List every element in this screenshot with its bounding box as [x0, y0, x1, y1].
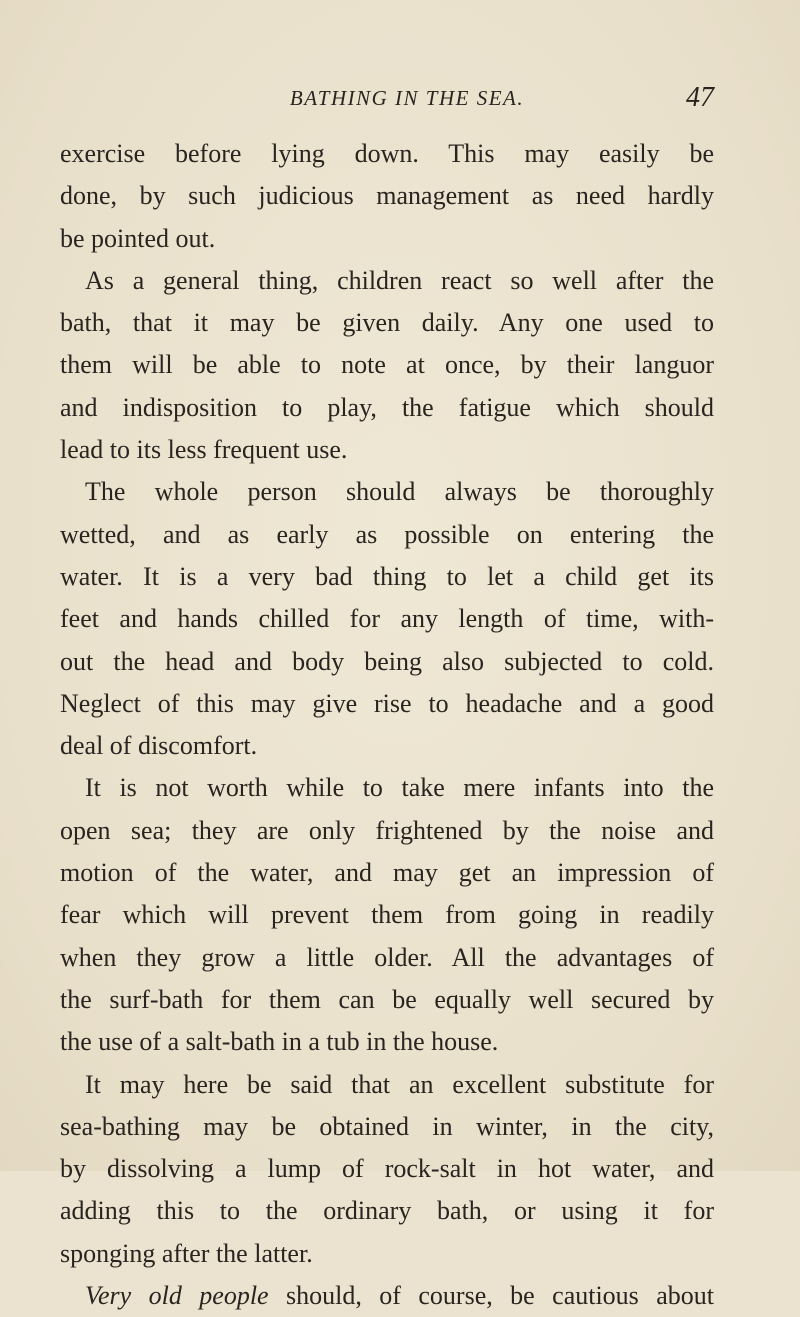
text-line: open sea; they are only frightened by the noise and [60, 815, 714, 845]
page-header [60, 82, 714, 122]
text-line: The whole person should always be thoroughly [85, 477, 714, 507]
text-line: by dissolving a lump of rock-salt in hot water, and [60, 1154, 714, 1184]
text-line-final [60, 1275, 714, 1317]
text-line: wetted, and as early as possible on entering the [60, 519, 714, 549]
text-line: bath, that it may be given daily. Any one used to [60, 308, 714, 338]
text-line: water. It is a very bad thing to let a child get its [60, 561, 714, 591]
text-line: motion of the water, and may get an impression of [60, 858, 714, 888]
text-line: done, by such judicious management as need hardly [60, 181, 714, 211]
text-line: It may here be said that an excellent substitute for [85, 1069, 714, 1099]
final-line-rest: should, of course, be cautious about [268, 1281, 714, 1311]
page-number: 47 [686, 82, 714, 113]
text-line: the surf-bath for them can be equally well secured by [60, 984, 714, 1014]
text-line: the use of a salt-bath in a tub in the house. [60, 1027, 499, 1057]
text-line: fear which will prevent them from going in readily [60, 900, 714, 930]
text-line: adding this to the ordinary bath, or using it for [60, 1196, 714, 1226]
body-text [60, 133, 714, 1317]
text-line: lead to its less frequent use. [60, 435, 348, 465]
text-line: when they grow a little older. All the advantages of [60, 942, 714, 972]
text-line: exercise before lying down. This may easily be [60, 139, 714, 168]
text-line: sponging after the latter. [60, 1238, 313, 1268]
running-head: BATHING IN THE SEA. [289, 86, 525, 110]
italic-phrase: Very old people [85, 1281, 269, 1311]
text-line: sea-bathing may be obtained in winter, in the city, [60, 1111, 714, 1141]
text-line: deal of discomfort. [60, 731, 258, 761]
text-line: out the head and body being also subjected to cold. [60, 646, 714, 676]
text-line: them will be able to note at once, by their languor [60, 350, 714, 380]
text-line: and indisposition to play, the fatigue which should [60, 392, 714, 422]
text-line: Neglect of this may give rise to headache and a good [60, 688, 714, 718]
text-line: It is not worth while to take mere infants into the [85, 773, 714, 803]
text-line: As a general thing, children react so well after the [85, 265, 714, 295]
text-line: feet and hands chilled for any length of time, with- [60, 604, 714, 634]
text-line: be pointed out. [60, 223, 216, 253]
